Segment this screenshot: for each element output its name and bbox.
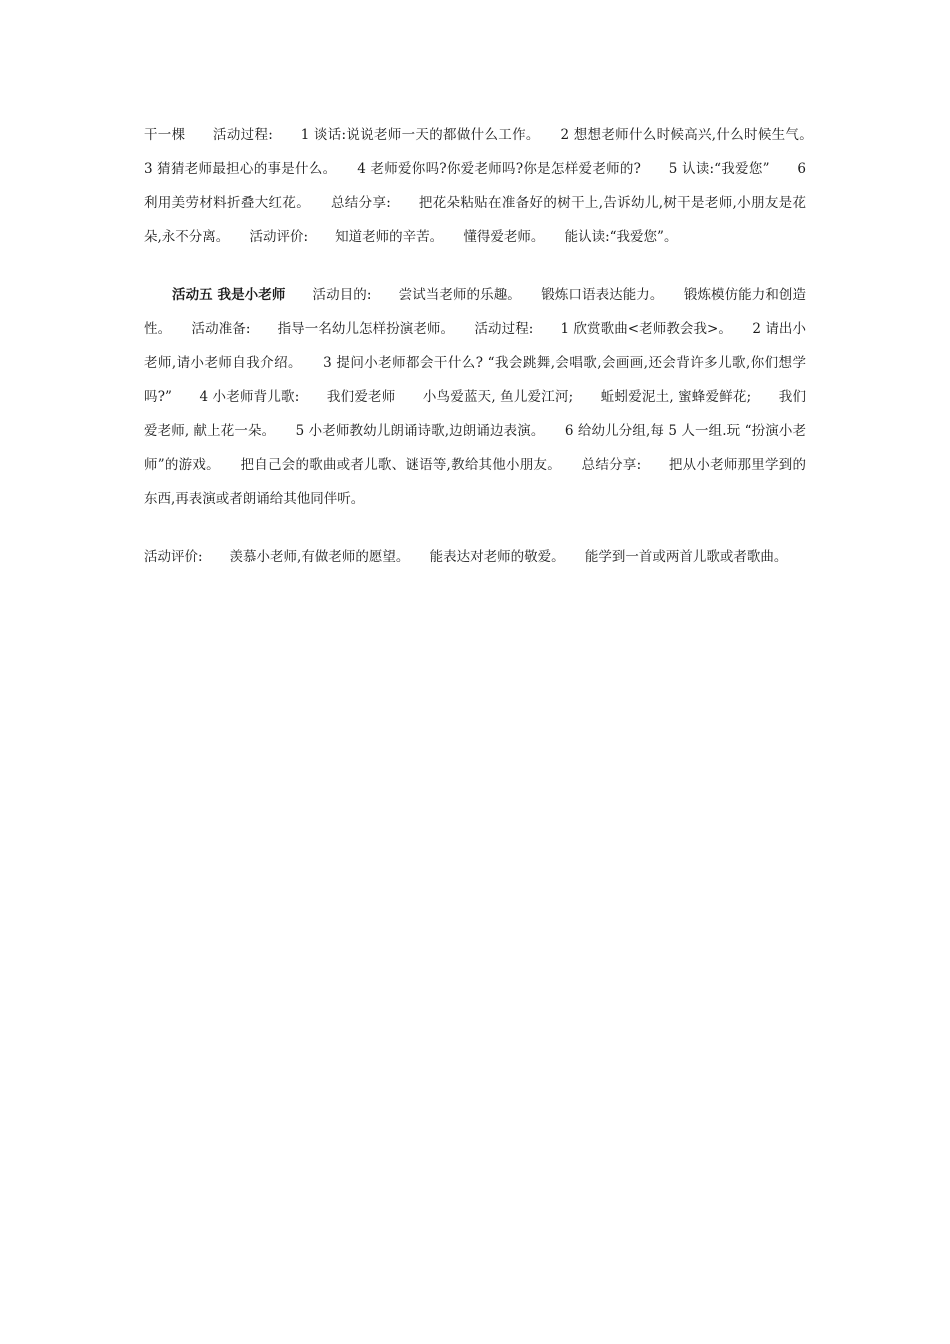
activity-five-heading: 活动五 我是小老师 xyxy=(172,287,286,303)
paragraph-activity-five xyxy=(144,278,806,516)
activity-five-body: 活动目的: 尝试当老师的乐趣。 锻炼口语表达能力。 锻炼模仿能力和创造性。 活动准备: 指导一名幼儿怎样扮演老师。 活动过程: 1 欣赏歌曲<老师教会我>。 2 请出小老师,请小老师自我介绍。 3 提问小老师都会干什么? “我会跳舞,会唱歌,会画画,还会背许多儿歌,你们想学吗?” 4 小老师背儿歌: 我们爱老师 小鸟爱蓝天, 鱼儿爱江河; 蚯蚓爱泥土, 蜜蜂爱鲜花; 我们爱老师, 献上花一朵。 5 小老师教幼儿朗诵诗歌,边朗诵边表演。 6 给幼儿分组,每 5 人一组.玩 “扮演小老师”的游戏。 把自己会的歌曲或者儿歌、谜语等,教给其他小朋友。 总结分享: 把从小老师那里学到的东西,再表演或者朗诵给其他同伴听。 xyxy=(144,287,806,507)
paragraph-activity-four-continued: 干一棵 活动过程: 1 谈话:说说老师一天的都做什么工作。 2 想想老师什么时候高兴,什么时候生气。 3 猜猜老师最担心的事是什么。 4 老师爱你吗?你爱老师吗?你是怎样爱老师的? 5 认读:“我爱您” 6 利用美劳材料折叠大红花。 总结分享: 把花朵粘贴在准备好的树干上,告诉幼儿,树干是老师,小朋友是花朵,永不分离。 活动评价: 知道老师的辛苦。 懂得爱老师。 能认读:“我爱您”。 xyxy=(144,127,833,245)
document-body xyxy=(144,118,833,574)
paragraph-activity-evaluation: 活动评价: 羡慕小老师,有做老师的愿望。 能表达对老师的敬爱。 能学到一首或两首儿歌或者歌曲。 xyxy=(144,549,788,565)
